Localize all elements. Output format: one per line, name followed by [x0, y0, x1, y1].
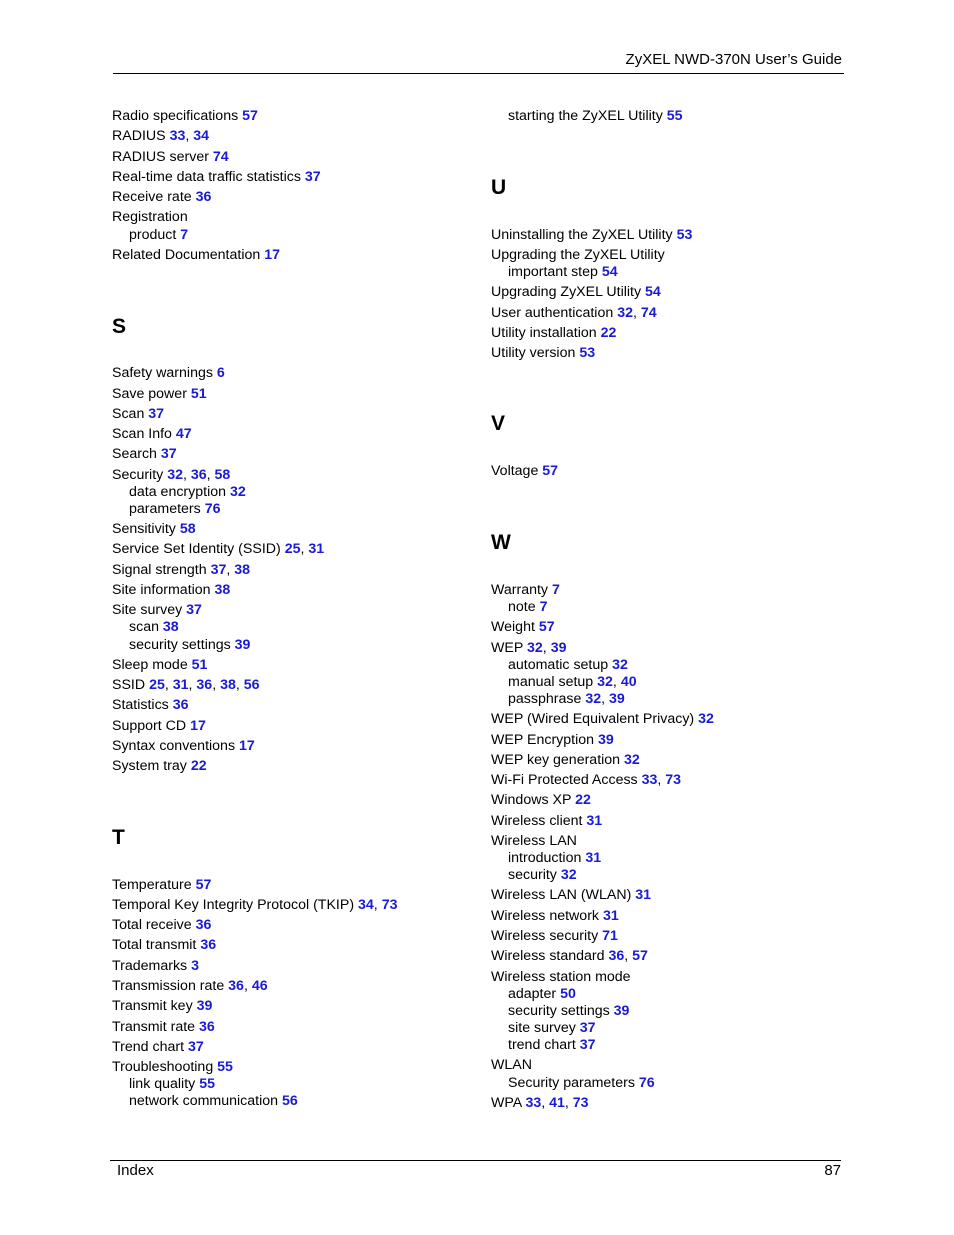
index-entry — [112, 108, 258, 125]
index-entry — [491, 833, 577, 850]
index-entry — [491, 582, 560, 599]
page-link[interactable]: 37 — [186, 602, 202, 618]
page-link[interactable]: 57 — [632, 948, 648, 964]
index-term: Temporal Key Integrity Protocol (TKIP) — [112, 897, 355, 913]
index-entry — [491, 887, 651, 904]
page-link[interactable]: 38 — [234, 562, 251, 578]
page-link[interactable]: 31 — [586, 813, 603, 829]
index-term: Scan — [112, 406, 145, 422]
index-term: Trademarks — [112, 958, 188, 974]
page-link[interactable]: 34 — [193, 128, 210, 144]
index-entry: SSID 25, 31, 36, 38, 56 — [112, 677, 260, 693]
index-subentry: manual setup 32, 40 — [508, 674, 637, 690]
page-link[interactable]: 37 — [148, 406, 165, 422]
index-entry — [112, 917, 211, 934]
index-term: important step — [508, 264, 598, 280]
index-term: security — [508, 867, 557, 883]
index-term: Upgrading the ZyXEL Utility — [491, 247, 665, 263]
index-entry — [112, 718, 206, 735]
index-term: Wireless station mode — [491, 969, 631, 985]
index-entry — [112, 189, 211, 206]
index-entry — [112, 998, 212, 1015]
page-link[interactable]: 71 — [602, 928, 618, 944]
index-term: Search — [112, 446, 157, 462]
index-entry — [112, 877, 211, 894]
index-term: Signal strength — [112, 562, 207, 578]
page-link[interactable]: 31 — [172, 677, 189, 693]
index-entry: Wi-Fi Protected Access 33, 73 — [491, 772, 682, 788]
index-entry — [112, 1039, 204, 1056]
index-term: Voltage — [491, 463, 539, 479]
page-link[interactable]: 36 — [228, 978, 244, 994]
index-term: parameters — [129, 501, 201, 517]
index-entry: Signal strength 37, 38 — [112, 562, 251, 578]
index-term: Utility installation — [491, 325, 597, 341]
index-entry — [491, 752, 640, 769]
page-link[interactable]: 22 — [190, 758, 207, 774]
index-subentry — [508, 108, 683, 125]
section-letter-v: V — [491, 412, 506, 435]
index-entry — [112, 1019, 215, 1036]
index-term: Troubleshooting — [112, 1059, 214, 1075]
page-link[interactable]: 57 — [538, 619, 555, 635]
page-link[interactable]: 32 — [229, 484, 246, 500]
index-term: Security — [112, 467, 164, 483]
index-term: Trend chart — [112, 1039, 185, 1055]
page-link[interactable]: 51 — [191, 657, 208, 673]
page-link[interactable]: 3 — [191, 958, 199, 974]
page-link[interactable]: 39 — [234, 637, 251, 653]
page-link[interactable]: 31 — [635, 887, 652, 903]
index-term: Weight — [491, 619, 535, 635]
page-link[interactable]: 37 — [579, 1037, 596, 1053]
page-link[interactable]: 32 — [527, 640, 543, 656]
index-term: RADIUS — [112, 128, 166, 144]
page-link[interactable]: 53 — [676, 227, 693, 243]
page-link[interactable]: 58 — [214, 467, 231, 483]
page-link[interactable]: 31 — [585, 850, 602, 866]
index-term: Save power — [112, 386, 187, 402]
index-subentry — [508, 657, 628, 674]
page-link[interactable]: 39 — [550, 640, 567, 656]
page-link[interactable]: 73 — [665, 772, 682, 788]
page-link[interactable]: 57 — [542, 463, 559, 479]
page-link[interactable]: 34 — [358, 897, 374, 913]
index-entry — [112, 602, 202, 619]
page-link[interactable]: 41 — [549, 1095, 565, 1111]
index-entry — [112, 958, 199, 975]
index-entry — [112, 697, 189, 714]
index-entry — [112, 758, 207, 775]
page-link[interactable]: 38 — [214, 582, 231, 598]
index-term: WEP (Wired Equivalent Privacy) — [491, 711, 695, 727]
page-link[interactable]: 51 — [190, 386, 207, 402]
page-link[interactable]: 7 — [539, 599, 548, 615]
page-link[interactable]: 74 — [640, 305, 657, 321]
index-entry — [491, 908, 619, 925]
index-subentry — [508, 1075, 655, 1092]
index-term: Safety warnings — [112, 365, 213, 381]
page-link[interactable]: 37 — [210, 562, 227, 578]
index-entry — [491, 732, 614, 749]
index-term: product — [129, 227, 177, 243]
index-term: Registration — [112, 209, 188, 225]
index-subentry: passphrase 32, 39 — [508, 691, 625, 707]
index-entry — [112, 386, 207, 403]
index-entry — [112, 1059, 233, 1076]
index-subentry — [508, 1003, 629, 1020]
index-entry: RADIUS 33, 34 — [112, 128, 210, 144]
index-subentry — [129, 484, 246, 501]
index-term: trend chart — [508, 1037, 576, 1053]
index-term: Site information — [112, 582, 211, 598]
index-entry — [491, 928, 618, 945]
page-link[interactable]: 39 — [196, 998, 213, 1014]
index-entry: WEP 32, 39 — [491, 640, 567, 656]
index-term: Uninstalling the ZyXEL Utility — [491, 227, 673, 243]
index-term: Wireless LAN (WLAN) — [491, 887, 632, 903]
page-link[interactable]: 58 — [179, 521, 196, 537]
page-link[interactable]: 37 — [304, 169, 321, 185]
page-link[interactable]: 37 — [579, 1020, 596, 1036]
page-link[interactable]: 40 — [620, 674, 637, 690]
index-term: System tray — [112, 758, 187, 774]
index-entry: Transmission rate 36, 46 — [112, 978, 268, 994]
page-link[interactable]: 38 — [220, 677, 236, 693]
page-link[interactable]: 36 — [190, 467, 207, 483]
index-entry — [491, 1057, 532, 1074]
page-link[interactable]: 17 — [190, 718, 206, 734]
index-subentry — [508, 986, 576, 1003]
index-term: Radio specifications — [112, 108, 239, 124]
section-letter-t: T — [112, 826, 125, 849]
page-link[interactable]: 36 — [195, 917, 212, 933]
index-term: Support CD — [112, 718, 187, 734]
index-term: passphrase — [508, 691, 582, 707]
index-entry — [491, 345, 595, 362]
page-link[interactable]: 36 — [608, 948, 625, 964]
index-term: RADIUS server — [112, 149, 209, 165]
index-term: automatic setup — [508, 657, 609, 673]
index-term: Sleep mode — [112, 657, 188, 673]
index-entry: Temporal Key Integrity Protocol (TKIP) 34, 73 — [112, 897, 398, 913]
page-link[interactable]: 46 — [251, 978, 268, 994]
index-entry: Wireless standard 36, 57 — [491, 948, 648, 964]
page-link[interactable]: 38 — [162, 619, 179, 635]
index-term: introduction — [508, 850, 582, 866]
page-link[interactable]: 32 — [612, 657, 628, 673]
page-link[interactable]: 33 — [641, 772, 658, 788]
index-term: WEP key generation — [491, 752, 621, 768]
index-entry — [112, 937, 216, 954]
index-term: Transmit rate — [112, 1019, 196, 1035]
page-link[interactable]: 22 — [575, 792, 591, 808]
index-entry: Security 32, 36, 58 — [112, 467, 231, 483]
page-link[interactable]: 31 — [308, 541, 325, 557]
index-term: adapter — [508, 986, 557, 1002]
index-term: User authentication — [491, 305, 614, 321]
section-letter-w: W — [491, 531, 511, 554]
index-subentry — [508, 264, 618, 281]
index-term: starting the ZyXEL Utility — [508, 108, 663, 124]
page-link[interactable]: 33 — [169, 128, 186, 144]
page-link[interactable]: 36 — [199, 1019, 215, 1035]
index-term: WLAN — [491, 1057, 532, 1073]
index-term: WEP — [491, 640, 524, 656]
index-subentry — [508, 850, 601, 867]
page-link[interactable]: 7 — [551, 582, 560, 598]
header-rule — [113, 73, 844, 74]
page-header-title: ZyXEL NWD-370N User’s Guide — [625, 51, 842, 68]
page-link[interactable]: 25 — [284, 541, 301, 557]
index-entry — [491, 813, 602, 830]
page-link[interactable]: 17 — [264, 247, 281, 263]
page-link[interactable]: 6 — [216, 365, 225, 381]
index-entry — [112, 365, 225, 382]
index-subentry — [508, 1020, 596, 1037]
index-entry: Service Set Identity (SSID) 25, 31 — [112, 541, 325, 557]
page-link[interactable]: 37 — [187, 1039, 204, 1055]
index-term: Utility version — [491, 345, 576, 361]
index-subentry — [129, 227, 188, 244]
page-link[interactable]: 32 — [167, 467, 183, 483]
section-letter-u: U — [491, 176, 507, 199]
index-entry — [112, 426, 192, 443]
page-link[interactable]: 73 — [381, 897, 398, 913]
index-term: Scan Info — [112, 426, 172, 442]
index-entry — [491, 325, 616, 342]
index-term: Wireless LAN — [491, 833, 577, 849]
index-term: Wireless security — [491, 928, 599, 944]
index-term: link quality — [129, 1076, 196, 1092]
index-entry — [112, 446, 177, 463]
page-link[interactable]: 39 — [613, 1003, 630, 1019]
index-entry — [112, 149, 229, 166]
page-link[interactable]: 32 — [597, 674, 613, 690]
index-subentry — [508, 599, 547, 616]
index-term: Wireless network — [491, 908, 600, 924]
index-entry — [112, 406, 164, 423]
page-link[interactable]: 50 — [560, 986, 576, 1002]
index-term: Wi-Fi Protected Access — [491, 772, 638, 788]
index-entry — [491, 284, 661, 301]
page-link[interactable]: 33 — [525, 1095, 542, 1111]
page-link[interactable]: 37 — [160, 446, 177, 462]
page-link[interactable]: 36 — [172, 697, 189, 713]
page-link[interactable]: 74 — [212, 149, 229, 165]
index-entry — [491, 792, 591, 809]
index-term: Receive rate — [112, 189, 192, 205]
index-entry — [491, 969, 631, 986]
page-link[interactable]: 36 — [195, 189, 212, 205]
page-link[interactable]: 39 — [598, 732, 614, 748]
index-entry — [491, 711, 714, 728]
page-link[interactable]: 56 — [281, 1093, 298, 1109]
page-link[interactable]: 53 — [579, 345, 596, 361]
index-term: network communication — [129, 1093, 279, 1109]
page-link[interactable]: 54 — [645, 284, 661, 300]
index-term: Related Documentation — [112, 247, 261, 263]
index-entry — [112, 521, 196, 538]
index-term: Warranty — [491, 582, 549, 598]
page-link[interactable]: 55 — [217, 1059, 233, 1075]
index-subentry — [129, 637, 250, 654]
page-link[interactable]: 56 — [243, 677, 260, 693]
index-subentry — [508, 867, 577, 884]
index-term: WEP Encryption — [491, 732, 595, 748]
page-link[interactable]: 36 — [196, 677, 213, 693]
page-link[interactable]: 54 — [601, 264, 618, 280]
page-link[interactable]: 22 — [600, 325, 617, 341]
index-term: security settings — [508, 1003, 610, 1019]
index-entry — [112, 657, 207, 674]
page-link[interactable]: 39 — [608, 691, 625, 707]
index-entry — [491, 463, 558, 480]
page-link[interactable]: 36 — [200, 937, 217, 953]
index-term: Real-time data traffic statistics — [112, 169, 301, 185]
index-entry — [491, 227, 692, 244]
index-term: Upgrading ZyXEL Utility — [491, 284, 642, 300]
index-term: Transmission rate — [112, 978, 225, 994]
index-term: data encryption — [129, 484, 227, 500]
page-link[interactable]: 32 — [617, 305, 633, 321]
index-subentry — [129, 1093, 298, 1110]
section-letter-s: S — [112, 315, 127, 338]
page-link[interactable]: 32 — [624, 752, 640, 768]
page-link[interactable]: 32 — [585, 691, 602, 707]
index-entry: User authentication 32, 74 — [491, 305, 657, 321]
index-term: Statistics — [112, 697, 169, 713]
index-term: Wireless client — [491, 813, 583, 829]
page-link[interactable]: 76 — [204, 501, 221, 517]
page-link[interactable]: 17 — [239, 738, 255, 754]
index-term: Wireless standard — [491, 948, 605, 964]
index-term: scan — [129, 619, 159, 635]
index-entry — [112, 209, 188, 226]
index-term: Syntax conventions — [112, 738, 236, 754]
index-entry — [491, 247, 665, 264]
index-term: Total receive — [112, 917, 192, 933]
page-link[interactable]: 32 — [698, 711, 714, 727]
page-link[interactable]: 47 — [175, 426, 192, 442]
index-term: Temperature — [112, 877, 192, 893]
page-link[interactable]: 57 — [195, 877, 212, 893]
page-link[interactable]: 55 — [666, 108, 683, 124]
index-term: site survey — [508, 1020, 576, 1036]
footer-rule — [110, 1160, 841, 1161]
index-term: note — [508, 599, 536, 615]
page-link[interactable]: 55 — [199, 1076, 215, 1092]
index-term: Security parameters — [508, 1075, 635, 1091]
index-term: Sensitivity — [112, 521, 176, 537]
index-entry — [112, 582, 230, 599]
page-link[interactable]: 25 — [149, 677, 165, 693]
page-link[interactable]: 31 — [602, 908, 619, 924]
index-entry — [112, 169, 321, 186]
page-link[interactable]: 7 — [180, 227, 189, 243]
index-term: manual setup — [508, 674, 594, 690]
index-term: security settings — [129, 637, 231, 653]
index-term: Transmit key — [112, 998, 193, 1014]
index-term: WPA — [491, 1095, 522, 1111]
footer-page-number: 87 — [824, 1162, 841, 1179]
index-term: Site survey — [112, 602, 183, 618]
index-subentry — [129, 501, 221, 518]
page-link[interactable]: 57 — [242, 108, 258, 124]
page-link[interactable]: 73 — [572, 1095, 589, 1111]
index-subentry — [129, 619, 179, 636]
footer-section-label: Index — [117, 1162, 154, 1179]
index-entry — [112, 247, 280, 264]
index-term: Total transmit — [112, 937, 197, 953]
index-term: Windows XP — [491, 792, 572, 808]
page-link[interactable]: 76 — [638, 1075, 655, 1091]
index-subentry — [508, 1037, 596, 1054]
index-entry — [491, 619, 555, 636]
index-entry: WPA 33, 41, 73 — [491, 1095, 589, 1111]
index-subentry — [129, 1076, 215, 1093]
index-term: Service Set Identity (SSID) — [112, 541, 281, 557]
index-entry — [112, 738, 255, 755]
index-term: SSID — [112, 677, 146, 693]
page-link[interactable]: 32 — [560, 867, 577, 883]
